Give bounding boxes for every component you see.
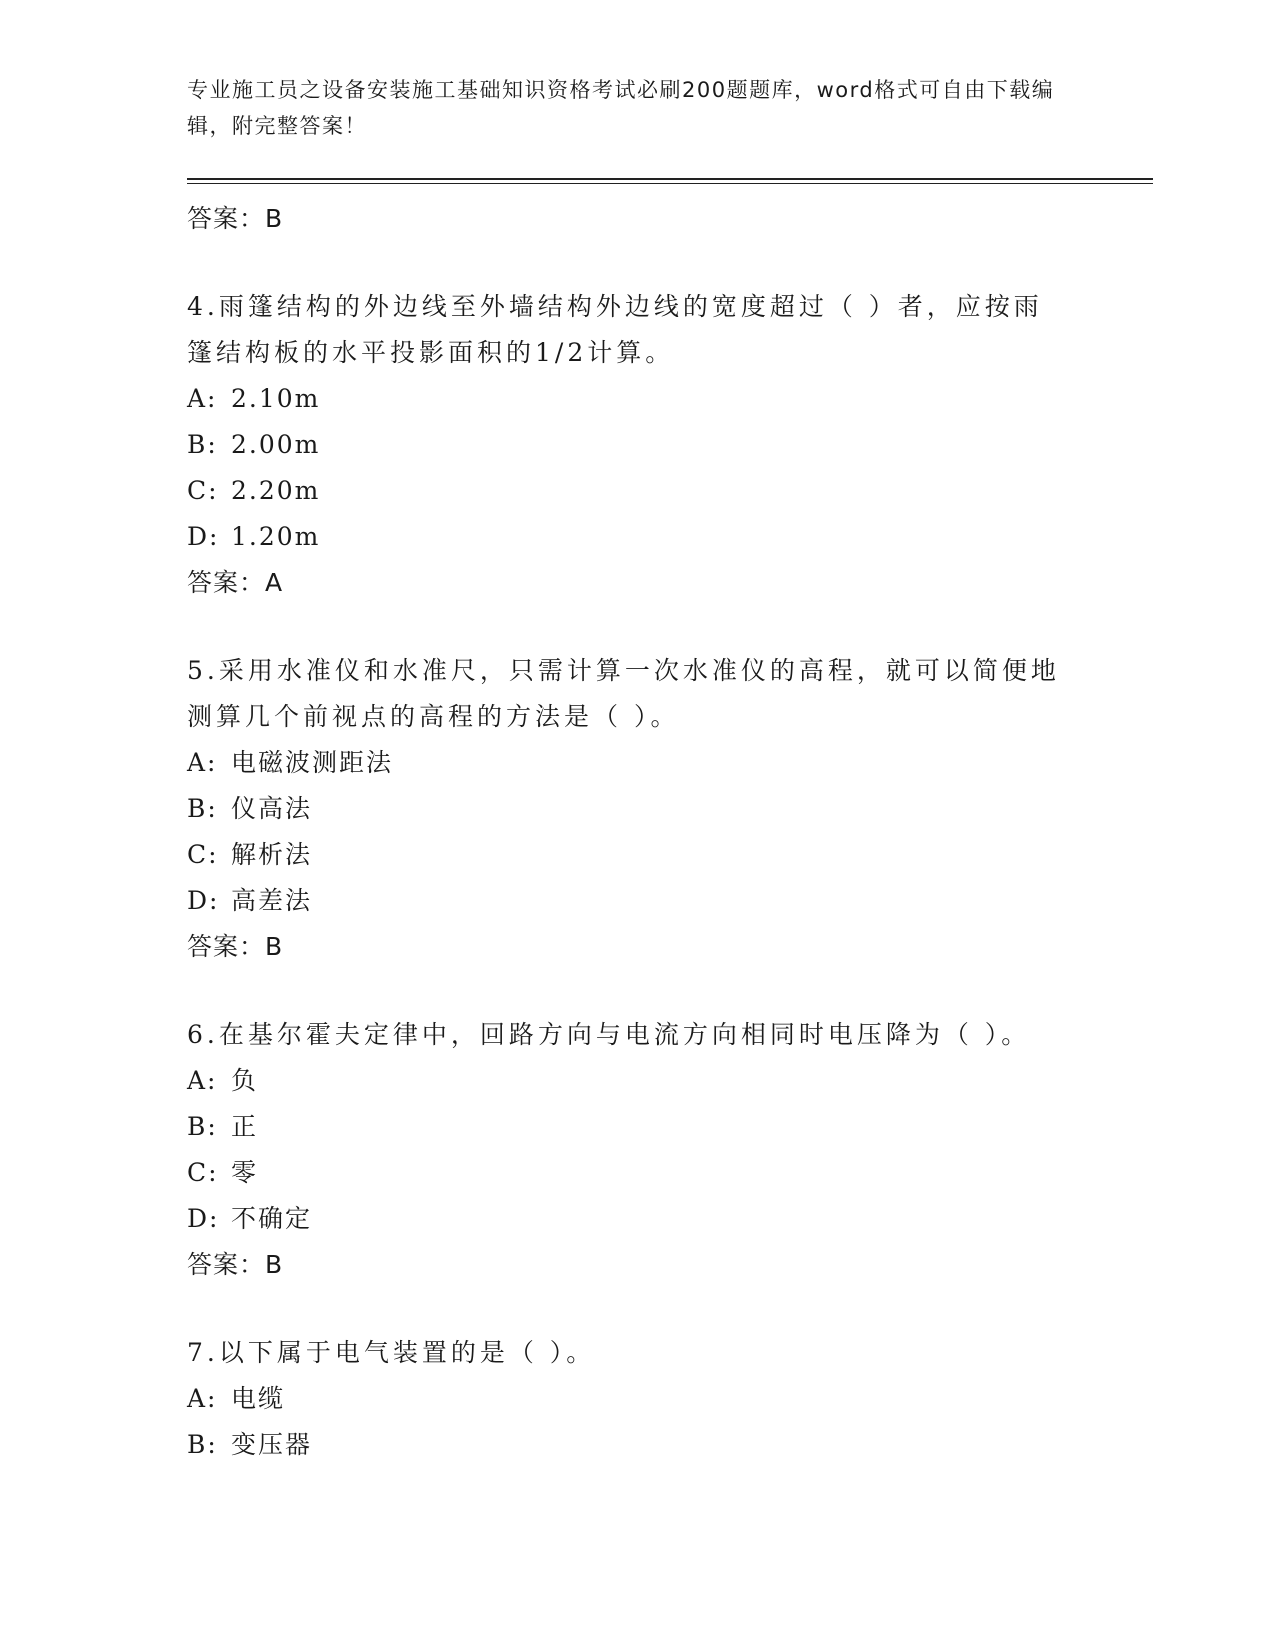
option-b: B: 变压器	[187, 1430, 313, 1459]
header-divider	[187, 178, 1153, 184]
question-text: 4.雨篷结构的外边线至外墙结构外边线的宽度超过（ ）者，应按雨篷结构板的水平投影面积的1/2计算。	[187, 292, 1043, 367]
option-a: A: 电磁波测距法	[187, 748, 394, 777]
document-header: 专业施工员之设备安装施工基础知识资格考试必刷200题题库，word格式可自由下载编辑，附完整答案！	[187, 78, 1055, 138]
question-4	[187, 284, 1153, 606]
option-d: D: 1.20m	[187, 522, 321, 551]
answer-line: 答案：B	[187, 932, 284, 961]
option-c: C: 2.20m	[187, 476, 321, 505]
option-c: C: 解析法	[187, 840, 313, 869]
option-a: A: 电缆	[187, 1384, 286, 1413]
option-b: B: 仪高法	[187, 794, 313, 823]
answer-line: 答案：B	[187, 1250, 284, 1279]
option-b: B: 2.00m	[187, 430, 321, 459]
option-b: B: 正	[187, 1112, 259, 1141]
option-d: D: 不确定	[187, 1204, 313, 1233]
question-text: 6.在基尔霍夫定律中，回路方向与电流方向相同时电压降为（ ）。	[187, 1020, 1031, 1049]
option-d: D: 高差法	[187, 886, 313, 915]
document-page	[187, 72, 1153, 1468]
answer-line: 答案：A	[187, 568, 284, 597]
option-a: A: 2.10m	[187, 384, 321, 413]
question-6	[187, 1012, 1153, 1288]
question-7	[187, 1330, 1153, 1468]
question-text: 5.采用水准仪和水准尺，只需计算一次水准仪的高程，就可以简便地测算几个前视点的高程的方法是（ ）。	[187, 656, 1060, 731]
option-a: A: 负	[187, 1066, 259, 1095]
question-5	[187, 648, 1153, 970]
question-text: 7.以下属于电气装置的是（ ）。	[187, 1338, 596, 1367]
answer-line: 答案：B	[187, 204, 284, 233]
option-c: C: 零	[187, 1158, 259, 1187]
